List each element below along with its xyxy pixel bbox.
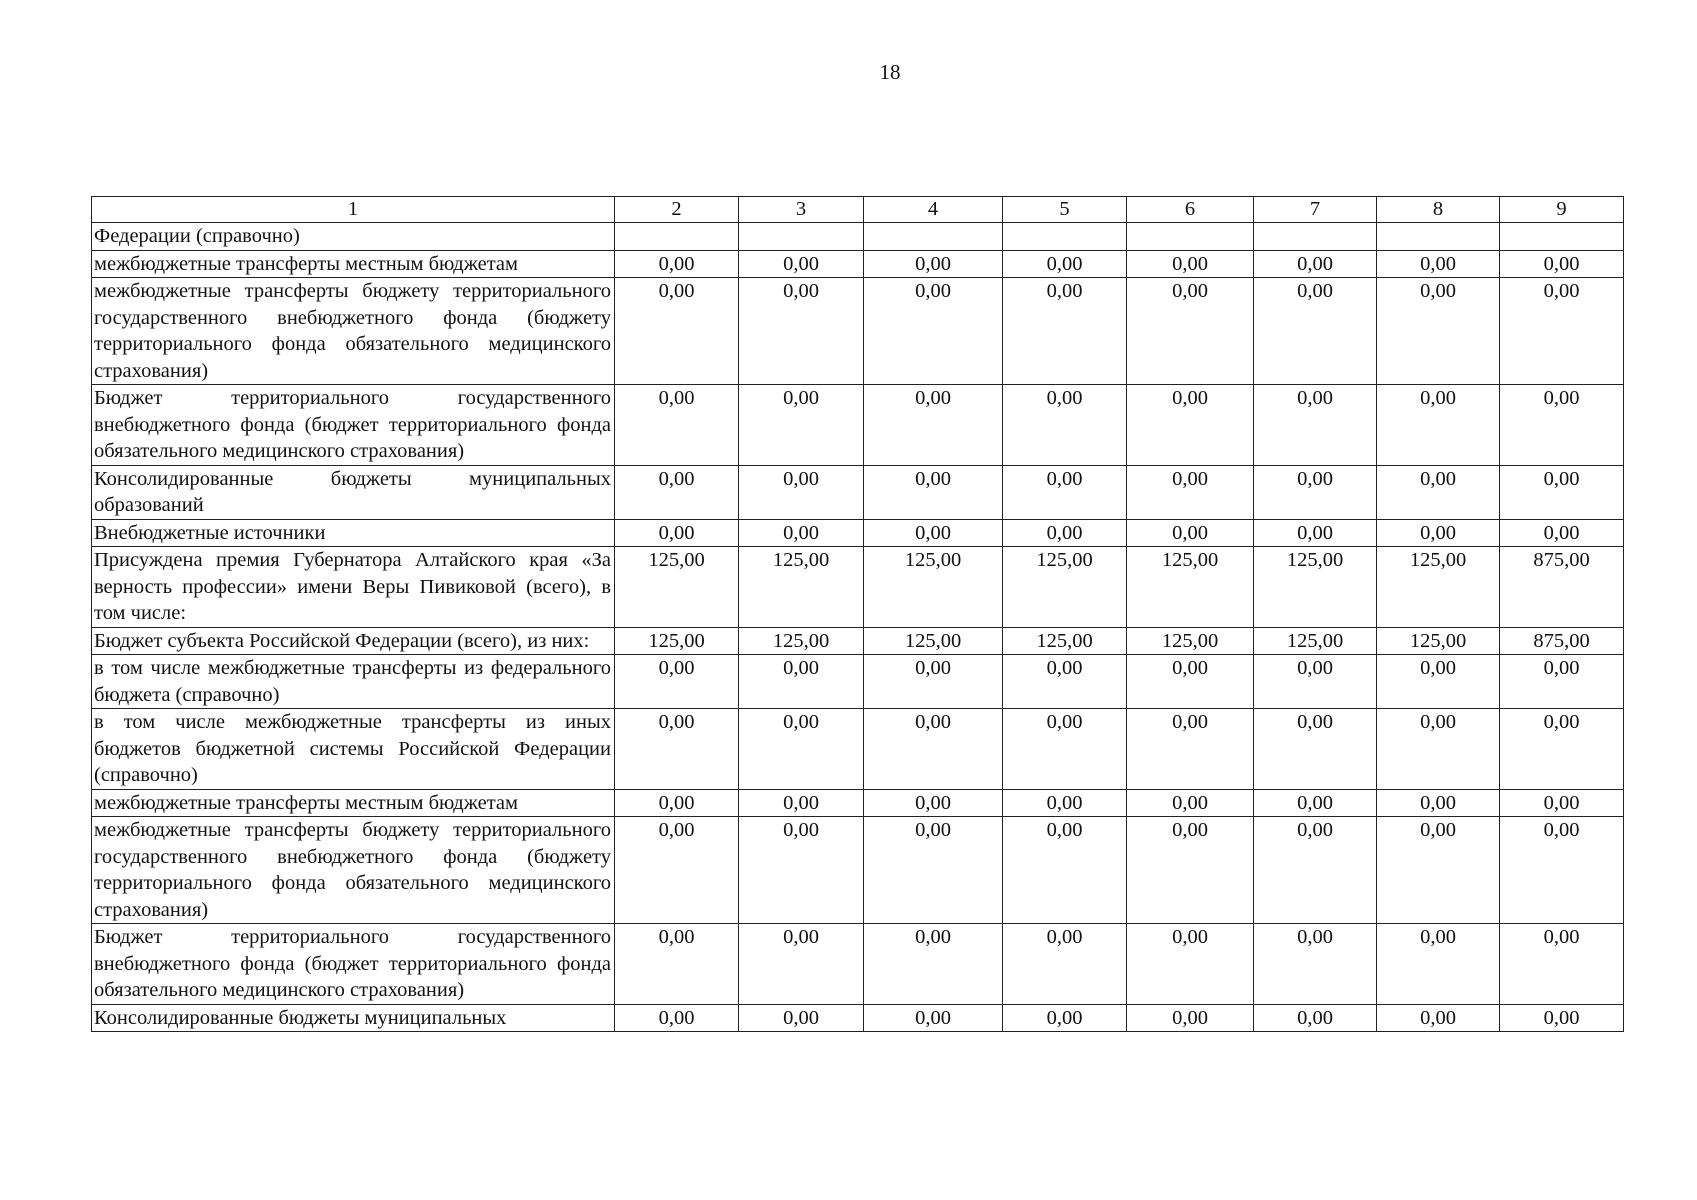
value-cell: 0,00 bbox=[1127, 278, 1254, 385]
value-cell: 0,00 bbox=[1003, 924, 1127, 1005]
table-row bbox=[92, 278, 1624, 385]
value-cell: 0,00 bbox=[1500, 519, 1624, 547]
value-cell: 0,00 bbox=[1500, 1004, 1624, 1032]
value-cell: 0,00 bbox=[1500, 465, 1624, 519]
value-cell: 0,00 bbox=[615, 817, 739, 924]
value-cell: 125,00 bbox=[615, 547, 739, 628]
value-cell: 125,00 bbox=[739, 547, 864, 628]
value-cell: 0,00 bbox=[1377, 655, 1500, 709]
value-cell bbox=[1003, 223, 1127, 251]
value-cell: 875,00 bbox=[1500, 627, 1624, 655]
header-cell: 4 bbox=[864, 197, 1003, 223]
value-cell: 0,00 bbox=[1377, 278, 1500, 385]
value-cell: 0,00 bbox=[864, 519, 1003, 547]
value-cell bbox=[1254, 223, 1377, 251]
page-number: 18 bbox=[879, 60, 901, 84]
value-cell: 0,00 bbox=[864, 1004, 1003, 1032]
row-label: Присуждена премия Губернатора Алтайского края «За верность профессии» имени Веры Пивиковой (всего), в том числе: bbox=[92, 547, 615, 628]
value-cell: 0,00 bbox=[1254, 519, 1377, 547]
value-cell: 0,00 bbox=[1500, 817, 1624, 924]
value-cell: 0,00 bbox=[864, 250, 1003, 278]
row-label: Бюджет территориального государственного внебюджетного фонда (бюджет территориального фонда обязательного медицинского страхования) bbox=[92, 385, 615, 466]
value-cell bbox=[1377, 223, 1500, 251]
value-cell: 0,00 bbox=[864, 655, 1003, 709]
value-cell: 0,00 bbox=[1500, 250, 1624, 278]
value-cell: 0,00 bbox=[1003, 655, 1127, 709]
value-cell: 0,00 bbox=[1003, 465, 1127, 519]
row-label: Бюджет субъекта Российской Федерации (всего), из них: bbox=[92, 627, 615, 655]
value-cell: 0,00 bbox=[1127, 1004, 1254, 1032]
row-label: межбюджетные трансферты бюджету территориального государственного внебюджетного фонда (бюджету территориального фонда обязательного медицинского страхования) bbox=[92, 278, 615, 385]
header-cell: 7 bbox=[1254, 197, 1377, 223]
header-cell: 3 bbox=[739, 197, 864, 223]
value-cell: 0,00 bbox=[615, 1004, 739, 1032]
value-cell: 0,00 bbox=[739, 655, 864, 709]
table-row bbox=[92, 250, 1624, 278]
value-cell: 0,00 bbox=[739, 1004, 864, 1032]
value-cell: 0,00 bbox=[864, 709, 1003, 790]
value-cell: 0,00 bbox=[1127, 519, 1254, 547]
row-label: в том числе межбюджетные трансферты из иных бюджетов бюджетной системы Российской Федерации (справочно) bbox=[92, 709, 615, 790]
row-label: Бюджет территориального государственного внебюджетного фонда (бюджет территориального фонда обязательного медицинского страхования) bbox=[92, 924, 615, 1005]
value-cell: 0,00 bbox=[1377, 250, 1500, 278]
row-label: Консолидированные бюджеты муниципальных bbox=[92, 1004, 615, 1032]
value-cell: 0,00 bbox=[864, 278, 1003, 385]
value-cell: 0,00 bbox=[739, 924, 864, 1005]
value-cell: 125,00 bbox=[615, 627, 739, 655]
value-cell: 0,00 bbox=[1127, 924, 1254, 1005]
value-cell: 0,00 bbox=[739, 709, 864, 790]
row-label: межбюджетные трансферты местным бюджетам bbox=[92, 250, 615, 278]
value-cell: 0,00 bbox=[1500, 709, 1624, 790]
row-label: в том числе межбюджетные трансферты из федерального бюджета (справочно) bbox=[92, 655, 615, 709]
value-cell: 0,00 bbox=[739, 385, 864, 466]
row-label: Внебюджетные источники bbox=[92, 519, 615, 547]
value-cell: 0,00 bbox=[1003, 709, 1127, 790]
budget-table bbox=[91, 196, 1624, 1032]
value-cell: 0,00 bbox=[864, 789, 1003, 817]
value-cell: 0,00 bbox=[615, 519, 739, 547]
table-row bbox=[92, 709, 1624, 790]
value-cell: 0,00 bbox=[1377, 519, 1500, 547]
header-cell: 2 bbox=[615, 197, 739, 223]
value-cell bbox=[615, 223, 739, 251]
table-row bbox=[92, 385, 1624, 466]
value-cell: 125,00 bbox=[1127, 547, 1254, 628]
value-cell: 875,00 bbox=[1500, 547, 1624, 628]
value-cell: 0,00 bbox=[615, 250, 739, 278]
header-cell: 1 bbox=[92, 197, 615, 223]
value-cell: 0,00 bbox=[1254, 465, 1377, 519]
value-cell: 0,00 bbox=[1377, 385, 1500, 466]
table-row bbox=[92, 547, 1624, 628]
value-cell: 0,00 bbox=[615, 655, 739, 709]
value-cell: 125,00 bbox=[1003, 547, 1127, 628]
table-row bbox=[92, 627, 1624, 655]
value-cell: 0,00 bbox=[1500, 924, 1624, 1005]
value-cell: 125,00 bbox=[739, 627, 864, 655]
value-cell: 0,00 bbox=[1003, 385, 1127, 466]
value-cell: 0,00 bbox=[1003, 519, 1127, 547]
row-label: межбюджетные трансферты местным бюджетам bbox=[92, 789, 615, 817]
value-cell: 0,00 bbox=[1003, 789, 1127, 817]
value-cell: 0,00 bbox=[1254, 385, 1377, 466]
value-cell: 0,00 bbox=[1003, 1004, 1127, 1032]
value-cell bbox=[1127, 223, 1254, 251]
table-row bbox=[92, 465, 1624, 519]
value-cell: 0,00 bbox=[1254, 278, 1377, 385]
table-row bbox=[92, 924, 1624, 1005]
value-cell: 0,00 bbox=[739, 465, 864, 519]
value-cell: 125,00 bbox=[1003, 627, 1127, 655]
value-cell: 0,00 bbox=[739, 250, 864, 278]
value-cell: 0,00 bbox=[1377, 789, 1500, 817]
value-cell: 0,00 bbox=[1500, 385, 1624, 466]
table-body bbox=[92, 197, 1624, 1032]
value-cell: 0,00 bbox=[1127, 709, 1254, 790]
value-cell: 0,00 bbox=[1127, 817, 1254, 924]
value-cell: 0,00 bbox=[1377, 1004, 1500, 1032]
value-cell: 125,00 bbox=[1127, 627, 1254, 655]
value-cell bbox=[864, 223, 1003, 251]
value-cell: 0,00 bbox=[615, 924, 739, 1005]
value-cell: 0,00 bbox=[1254, 709, 1377, 790]
value-cell: 0,00 bbox=[1377, 465, 1500, 519]
value-cell: 0,00 bbox=[615, 278, 739, 385]
value-cell: 0,00 bbox=[1254, 924, 1377, 1005]
row-label: Консолидированные бюджеты муниципальных образований bbox=[92, 465, 615, 519]
value-cell: 0,00 bbox=[1377, 924, 1500, 1005]
value-cell: 0,00 bbox=[864, 817, 1003, 924]
table-row bbox=[92, 789, 1624, 817]
value-cell: 0,00 bbox=[1127, 465, 1254, 519]
value-cell: 0,00 bbox=[1254, 655, 1377, 709]
value-cell: 0,00 bbox=[1254, 789, 1377, 817]
value-cell: 125,00 bbox=[1254, 547, 1377, 628]
row-label: межбюджетные трансферты бюджету территориального государственного внебюджетного фонда (бюджету территориального фонда обязательного медицинского страхования) bbox=[92, 817, 615, 924]
value-cell: 0,00 bbox=[739, 817, 864, 924]
value-cell: 0,00 bbox=[1254, 817, 1377, 924]
value-cell bbox=[739, 223, 864, 251]
header-cell: 8 bbox=[1377, 197, 1500, 223]
value-cell: 0,00 bbox=[864, 385, 1003, 466]
value-cell: 0,00 bbox=[739, 278, 864, 385]
table-header-row bbox=[92, 197, 1624, 223]
header-cell: 6 bbox=[1127, 197, 1254, 223]
value-cell bbox=[1500, 223, 1624, 251]
value-cell: 0,00 bbox=[1254, 250, 1377, 278]
value-cell: 0,00 bbox=[1003, 278, 1127, 385]
table-row bbox=[92, 655, 1624, 709]
value-cell: 0,00 bbox=[1500, 655, 1624, 709]
value-cell: 0,00 bbox=[864, 465, 1003, 519]
value-cell: 0,00 bbox=[1500, 789, 1624, 817]
value-cell: 0,00 bbox=[739, 789, 864, 817]
value-cell: 0,00 bbox=[615, 385, 739, 466]
table-row bbox=[92, 519, 1624, 547]
header-cell: 5 bbox=[1003, 197, 1127, 223]
value-cell: 0,00 bbox=[1254, 1004, 1377, 1032]
table-row bbox=[92, 223, 1624, 251]
table-row bbox=[92, 817, 1624, 924]
value-cell: 0,00 bbox=[1127, 655, 1254, 709]
row-label: Федерации (справочно) bbox=[92, 223, 615, 251]
value-cell: 0,00 bbox=[1377, 709, 1500, 790]
table-row bbox=[92, 1004, 1624, 1032]
value-cell: 125,00 bbox=[1377, 627, 1500, 655]
value-cell: 0,00 bbox=[1127, 250, 1254, 278]
value-cell: 0,00 bbox=[615, 789, 739, 817]
value-cell: 125,00 bbox=[864, 547, 1003, 628]
value-cell: 0,00 bbox=[1003, 250, 1127, 278]
header-cell: 9 bbox=[1500, 197, 1624, 223]
value-cell: 0,00 bbox=[615, 465, 739, 519]
value-cell: 0,00 bbox=[1500, 278, 1624, 385]
value-cell: 125,00 bbox=[1254, 627, 1377, 655]
value-cell: 0,00 bbox=[864, 924, 1003, 1005]
value-cell: 0,00 bbox=[615, 709, 739, 790]
value-cell: 0,00 bbox=[1127, 385, 1254, 466]
value-cell: 0,00 bbox=[1003, 817, 1127, 924]
value-cell: 125,00 bbox=[864, 627, 1003, 655]
value-cell: 0,00 bbox=[1377, 817, 1500, 924]
value-cell: 0,00 bbox=[739, 519, 864, 547]
value-cell: 125,00 bbox=[1377, 547, 1500, 628]
value-cell: 0,00 bbox=[1127, 789, 1254, 817]
